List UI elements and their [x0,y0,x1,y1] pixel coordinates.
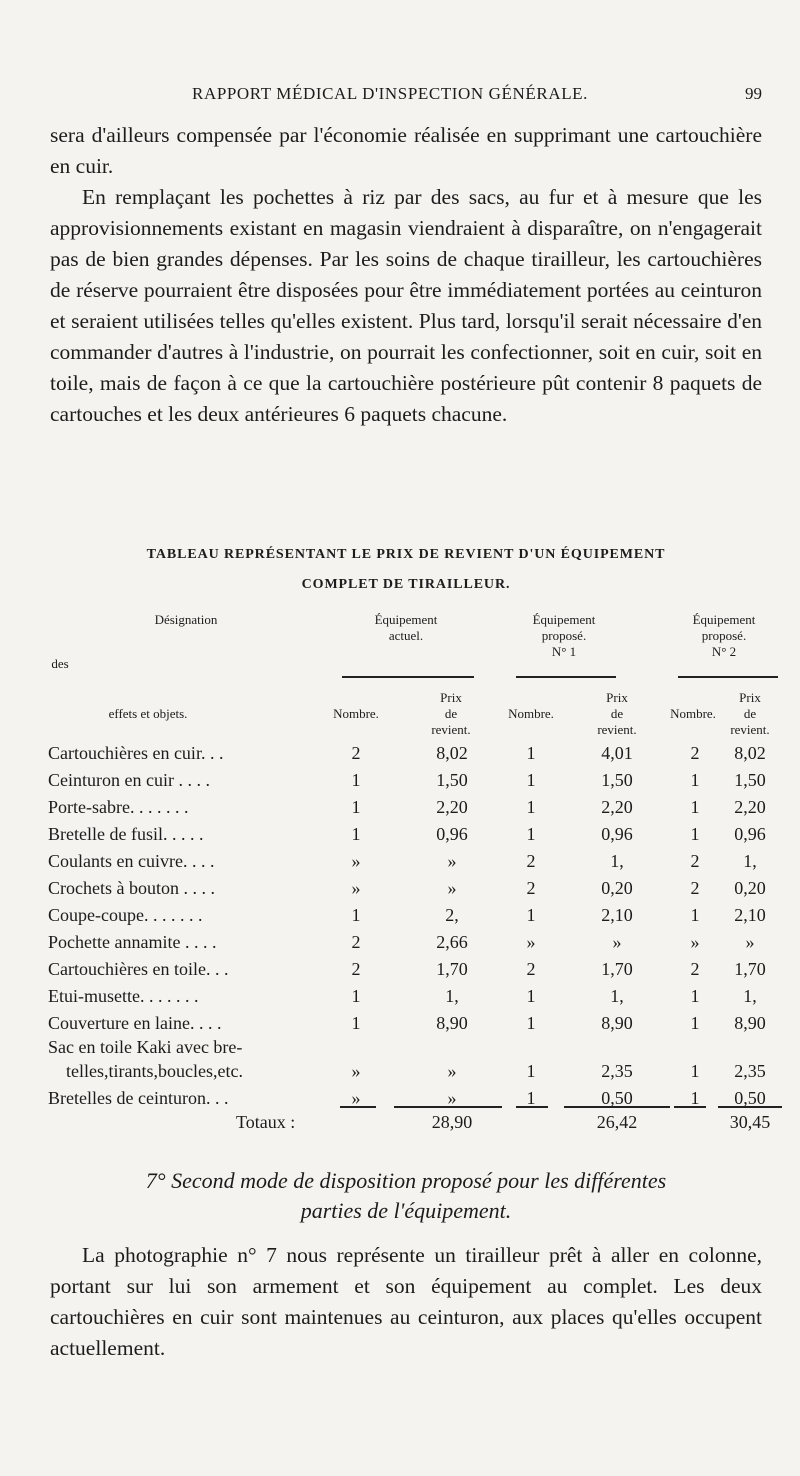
total-rule-prix-propose-2 [718,1106,782,1108]
cell-nombre-actuel: 1 [351,1013,361,1033]
cell-prix-actuel: 2,66 [436,932,468,952]
cell-nombre-actuel: » [351,878,361,898]
cell-nombre-propose-1: 1 [526,1088,536,1108]
table-row [46,875,776,902]
cell-nombre-propose-1: 1 [526,986,536,1006]
prix-3-line-1: Prix [739,690,761,705]
header-group-actuel [346,612,466,644]
header-prix-1 [416,690,486,738]
cell-prix-propose-1: 1,50 [601,770,633,790]
group-propose-2-line-3: N° 2 [711,644,737,659]
cell-nombre-actuel: 1 [351,986,361,1006]
cell-nombre-propose-2: » [690,932,700,952]
cell-prix-propose-2: » [745,932,755,952]
header-group-propose-2 [664,612,784,660]
cell-prix-actuel: 8,90 [436,1013,468,1033]
total-propose-1: 26,42 [596,1112,638,1132]
totals-label: Totaux : [236,1112,296,1132]
group-propose-2-line-2: proposé. [701,628,747,643]
row-label: Pochette annamite . . . . [48,932,217,952]
table-title-line-2: COMPLET DE TIRAILLEUR. [301,577,511,592]
header-prix-2 [582,690,652,738]
table-row [46,1037,776,1085]
prix-1-line-3: revient. [431,722,471,737]
group-actuel-line-2: actuel. [388,628,424,643]
cell-prix-propose-2: 2,20 [734,797,766,817]
cell-prix-propose-1: 2,20 [601,797,633,817]
cell-prix-propose-1: 1, [610,851,624,871]
cell-prix-propose-1: 2,35 [601,1061,633,1081]
group-actuel-line-1: Équipement [374,612,438,627]
cell-prix-propose-2: 1,70 [734,959,766,979]
cell-prix-propose-1: 0,96 [601,824,633,844]
cell-nombre-propose-1: » [526,932,536,952]
prix-1-line-1: Prix [440,690,462,705]
cell-prix-actuel: 1,50 [436,770,468,790]
header-designation-1: Désignation [154,612,218,627]
table-row [46,848,776,875]
group-propose-1-line-1: Équipement [532,612,596,627]
running-title: RAPPORT MÉDICAL D'INSPECTION GÉNÉRALE. [192,84,589,103]
cell-nombre-propose-2: 1 [690,770,700,790]
group-rule-actuel [342,676,474,678]
table-row [46,902,776,929]
paragraph-3-text: La photographie n° 7 nous représente un tirailleur prêt à aller en colonne, portant sur lui son armement et son équipement au complet. Les deux cartouchières en cuir sont maintenues au ceinturon, aux places qu'elles occupent actuellement. [50,1243,762,1360]
cell-prix-propose-2: 2,10 [734,905,766,925]
paragraph-1-text: sera d'ailleurs compensée par l'économie réalisée en supprimant une cartouchière en cuir. [50,123,762,178]
row-label: Ceinturon en cuir . . . . [48,770,210,790]
prix-2-line-1: Prix [606,690,628,705]
row-label: Cartouchières en cuir. . . [48,743,224,763]
cell-prix-actuel: 8,02 [436,743,468,763]
row-label: Coupe-coupe. . . . . . . [48,905,203,925]
cell-nombre-propose-1: 1 [526,797,536,817]
paragraph-2 [50,182,762,430]
header-group-propose-1 [494,612,634,660]
cell-nombre-propose-2: 1 [690,986,700,1006]
group-propose-1-line-3: N° 1 [551,644,577,659]
cell-prix-actuel: 1,70 [436,959,468,979]
cell-nombre-propose-2: 2 [690,959,700,979]
cell-nombre-propose-2: 1 [690,905,700,925]
totals-row [46,1112,776,1138]
cell-prix-actuel: » [447,878,457,898]
cell-prix-actuel: » [447,851,457,871]
cell-nombre-actuel: 2 [351,932,361,952]
cell-nombre-propose-2: 2 [690,743,700,763]
row-label: Couverture en laine. . . . [48,1013,222,1033]
row-label: Bretelles de ceinturon. . . [48,1088,229,1108]
cell-nombre-actuel: » [351,1061,361,1081]
cell-prix-propose-2: 0,96 [734,824,766,844]
cell-prix-actuel: » [447,1061,457,1081]
group-rule-propose-1 [516,676,616,678]
header-designation-2: des [51,656,69,671]
table-row [46,767,776,794]
cell-prix-propose-1: 8,90 [601,1013,633,1033]
cell-prix-propose-1: 0,50 [601,1088,633,1108]
row-label: Porte-sabre. . . . . . . [48,797,189,817]
cell-nombre-propose-1: 1 [526,770,536,790]
row-label: Etui-musette. . . . . . . [48,986,199,1006]
cell-prix-actuel: » [447,1088,457,1108]
cost-table [46,612,776,1142]
table-row [46,929,776,956]
cell-nombre-actuel: 1 [351,797,361,817]
group-propose-1-line-2: proposé. [541,628,587,643]
cell-prix-actuel: 0,96 [436,824,468,844]
cell-nombre-propose-2: 2 [690,851,700,871]
cell-prix-actuel: 1, [445,986,459,1006]
cell-prix-propose-2: 1, [743,986,757,1006]
total-rule-prix-propose-1 [564,1106,670,1108]
section-heading [50,1166,762,1226]
table-row [46,821,776,848]
cell-prix-propose-2: 8,02 [734,743,766,763]
row-label: Cartouchières en toile. . . [48,959,229,979]
table-row [46,794,776,821]
table-title [50,540,762,600]
cell-nombre-actuel: 2 [351,743,361,763]
cell-nombre-actuel: » [351,1088,361,1108]
page-number: 99 [745,84,762,103]
row-label: Crochets à bouton . . . . [48,878,215,898]
cell-nombre-propose-1: 2 [526,851,536,871]
section-heading-line-1: 7° Second mode de disposition proposé pour les différentes [145,1168,667,1193]
cell-prix-propose-2: 1,50 [734,770,766,790]
prix-3-line-2: de [743,706,757,721]
header-nombre-3: Nombre. [670,706,716,721]
row-label-line-1: Sac en toile Kaki avec bre- [48,1037,243,1057]
section-heading-line-2: parties de l'équipement. [300,1198,512,1223]
cell-nombre-propose-2: 1 [690,1061,700,1081]
paragraph-1 [50,120,762,182]
cell-prix-actuel: 2,20 [436,797,468,817]
cell-nombre-propose-1: 1 [526,1061,536,1081]
prix-1-line-2: de [444,706,458,721]
row-label: Coulants en cuivre. . . . [48,851,215,871]
table-row [46,1010,776,1037]
cell-prix-propose-1: 2,10 [601,905,633,925]
cell-nombre-propose-2: 1 [690,1088,700,1108]
cell-prix-propose-2: 0,20 [734,878,766,898]
paragraph-3 [50,1240,762,1364]
total-propose-2: 30,45 [729,1112,771,1132]
row-label: Bretelle de fusil. . . . . [48,824,204,844]
header-prix-3 [718,690,782,738]
row-label: telles,tirants,boucles,etc. [66,1061,243,1081]
table-row [46,956,776,983]
cell-nombre-propose-1: 1 [526,1013,536,1033]
cell-nombre-propose-2: 2 [690,878,700,898]
total-rule-nombre-actuel [340,1106,376,1108]
prix-3-line-3: revient. [730,722,770,737]
header-nombre-2: Nombre. [508,706,554,721]
cell-nombre-propose-1: 1 [526,824,536,844]
cell-prix-propose-1: 1,70 [601,959,633,979]
cell-nombre-actuel: 1 [351,770,361,790]
total-rule-nombre-propose-1 [516,1106,548,1108]
cell-nombre-actuel: 2 [351,959,361,979]
cell-prix-propose-1: » [612,932,622,952]
cell-nombre-propose-2: 1 [690,1013,700,1033]
cell-nombre-propose-1: 1 [526,743,536,763]
cell-nombre-propose-1: 2 [526,959,536,979]
group-propose-2-line-1: Équipement [692,612,756,627]
running-head [52,84,762,108]
cell-nombre-propose-2: 1 [690,797,700,817]
header-nombre-1: Nombre. [333,706,379,721]
cell-prix-propose-1: 1, [610,986,624,1006]
table-row [46,740,776,767]
paragraph-2-text: En remplaçant les pochettes à riz par des sacs, au fur et à mesure que les approvisionnements existant en magasin viendraient à disparaître, on n'engagerait pas de bien grandes dépenses. Par les soins de chaque tirailleur, les cartouchières de réserve pourraient être disposées pour être immédiatement portées au ceinturon et seraient utilisées telles qu'elles existent. Plus tard, lorsqu'il serait nécessaire d'en commander d'autres à l'industrie, on pourrait les confectionner, soit en cuir, soit en toile, mais de façon à ce que la cartouchière postérieure pût contenir 8 paquets de cartouches et les deux antérieures 6 paquets chacune. [50,185,762,426]
cell-prix-propose-2: 1, [743,851,757,871]
header-designation-3: effets et objets. [108,706,188,721]
prix-2-line-2: de [610,706,624,721]
cell-nombre-actuel: 1 [351,824,361,844]
table-row [46,983,776,1010]
total-rule-nombre-propose-2 [674,1106,706,1108]
prix-2-line-3: revient. [597,722,637,737]
cell-prix-actuel: 2, [445,905,459,925]
cell-nombre-propose-2: 1 [690,824,700,844]
cell-prix-propose-2: 8,90 [734,1013,766,1033]
cell-prix-propose-1: 4,01 [601,743,633,763]
cell-nombre-propose-1: 1 [526,905,536,925]
cell-nombre-actuel: » [351,851,361,871]
cell-prix-propose-2: 2,35 [734,1061,766,1081]
cell-prix-propose-2: 0,50 [734,1088,766,1108]
cell-prix-propose-1: 0,20 [601,878,633,898]
cell-nombre-propose-1: 2 [526,878,536,898]
cell-nombre-actuel: 1 [351,905,361,925]
total-rule-prix-actuel [394,1106,502,1108]
total-actuel: 28,90 [431,1112,473,1132]
table-title-line-1: TABLEAU REPRÉSENTANT LE PRIX DE REVIENT D'UN ÉQUIPEMENT [146,547,666,562]
group-rule-propose-2 [678,676,778,678]
